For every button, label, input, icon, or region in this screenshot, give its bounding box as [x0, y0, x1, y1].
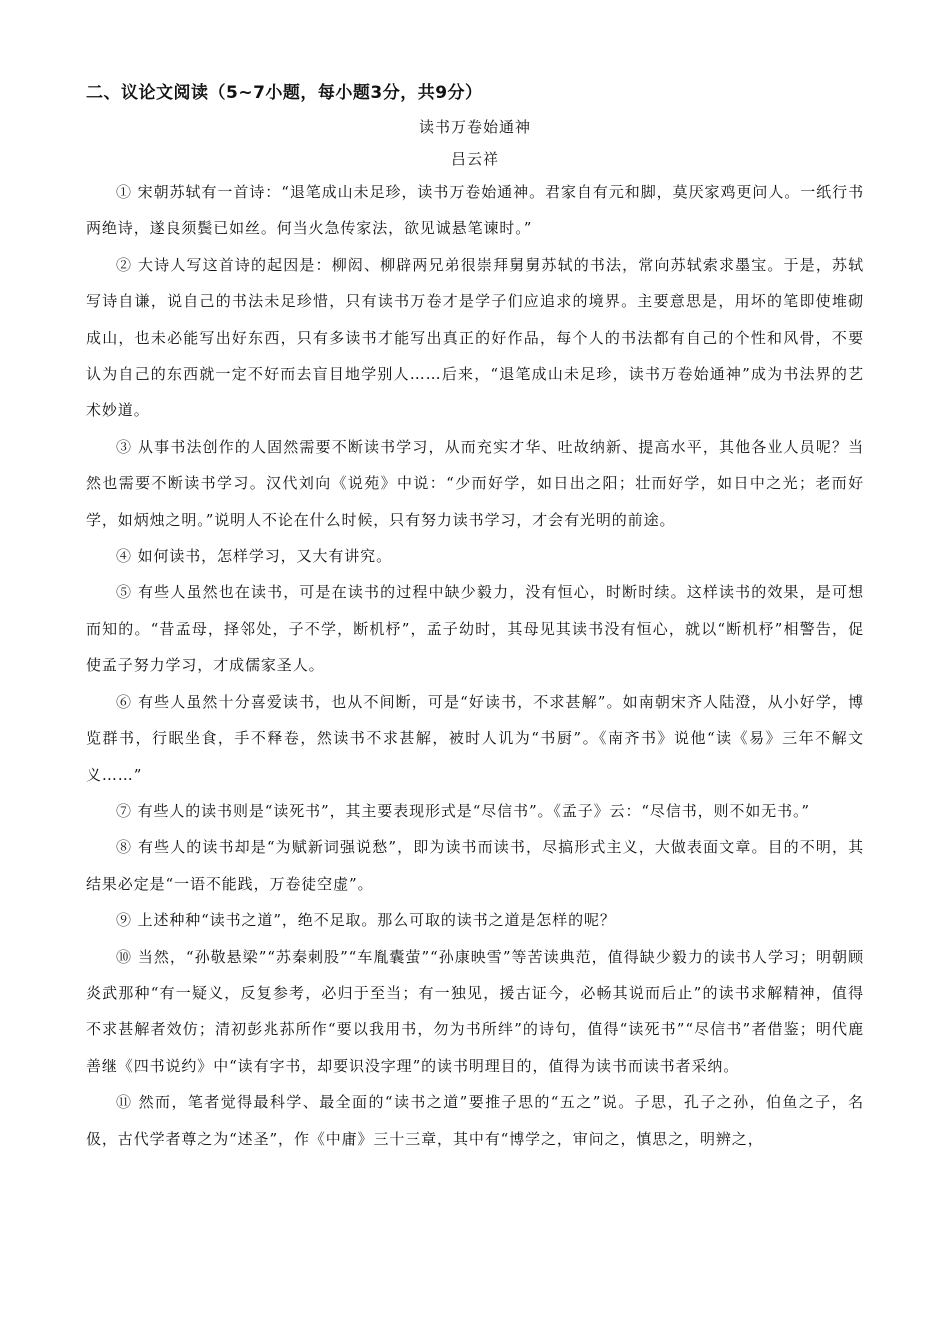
paragraph-4: ④ 如何读书，怎样学习，又大有讲究。	[116, 547, 392, 566]
paragraph-1: ① 宋朝苏轼有一首诗：“退笔成山未足珍，读书万卷始通神。君家自有元和脚，莫厌家鸡更问人。一纸行书两绝诗，遂良须鬓已如丝。何当火急传家法，欲见诚悬笔谏时。”	[86, 183, 864, 238]
paragraph-9: ⑨ 上述种种“读书之道”，绝不足取。那么可取的读书之道是怎样的呢？	[116, 911, 616, 930]
paragraph-11: ⑪ 然而，笔者觉得最科学、最全面的“读书之道”要推子思的“五之”说。子思，孔子之孙，伯鱼之子，名伋，古代学者尊之为“述圣”，作《中庸》三十三章，其中有“博学之，审问之，慎思之，明辨之，	[86, 1093, 864, 1148]
section-heading: 二、议论文阅读（5~7小题，每小题3分，共9分）	[86, 83, 483, 103]
paragraph-5: ⑤ 有些人虽然也在读书，可是在读书的过程中缺少毅力，没有恒心，时断时续。这样读书的效果，是可想而知的。“昔孟母，择邻处，子不学，断机杼”，孟子幼时，其母见其读书没有恒心，就以“断机杼”相警告，促使孟子努力学习，才成儒家圣人。	[86, 583, 864, 675]
paragraph-6: ⑥ 有些人虽然十分喜爱读书，也从不间断，可是“好读书，不求甚解”。如南朝宋齐人陆澄，从小好学，博览群书，行眠坐食，手不释卷，然读书不求甚解，被时人讥为“书厨”。《南齐书》说他“读《易》三年不解文义……”	[86, 692, 864, 784]
article-body	[86, 174, 864, 1157]
paragraph-10: ⑩ 当然，“孙敬悬梁”“苏秦刺股”“车胤囊萤”“孙康映雪”等苦读典范，值得缺少毅力的读书人学习；明朝顾炎武那种“有一疑义，反复参考，必归于至当；有一独见，援古证今，必畅其说而后止”的读书求解精神，值得不求甚解者效仿；清初彭兆荪所作“要以我用书，勿为书所绊”的诗句，值得“读死书”“尽信书”者借鉴；明代鹿善继《四书说约》中“读有字书，却要识没字理”的读书明理目的，值得为读书而读书者采纳。	[86, 947, 864, 1075]
article-title: 读书万卷始通神	[418, 118, 531, 136]
article-author: 吕云祥	[450, 150, 499, 168]
paragraph-2: ② 大诗人写这首诗的起因是：柳闳、柳辟两兄弟很崇拜舅舅苏轼的书法，常向苏轼索求墨宝。于是，苏轼写诗自谦，说自己的书法未足珍惜，只有读书万卷才是学子们应追求的境界。主要意思是，用坏的笔即使堆砌成山，也未必能写出好东西，只有多读书才能写出真正的好作品，每个人的书法都有自己的个性和风骨，不要认为自己的东西就一定不好而去盲目地学别人……后来，“退笔成山未足珍，读书万卷始通神”成为书法界的艺术妙道。	[86, 255, 864, 420]
paragraph-8: ⑧ 有些人的读书却是“为赋新词强说愁”，即为读书而读书，尽搞形式主义，大做表面文章。目的不明，其结果必定是“一语不能践，万卷徒空虚”。	[86, 838, 864, 893]
paragraph-7: ⑦ 有些人的读书则是“读死书”，其主要表现形式是“尽信书”。《孟子》云：“尽信书，则不如无书。”	[116, 801, 810, 820]
paragraph-3: ③ 从事书法创作的人固然需要不断读书学习，从而充实才华、吐故纳新、提高水平，其他各业人员呢？当然也需要不断读书学习。汉代刘向《说苑》中说：“少而好学，如日出之阳；壮而好学，如日中之光；老而好学，如炳烛之明。”说明人不论在什么时候，只有努力读书学习，才会有光明的前途。	[86, 437, 864, 529]
